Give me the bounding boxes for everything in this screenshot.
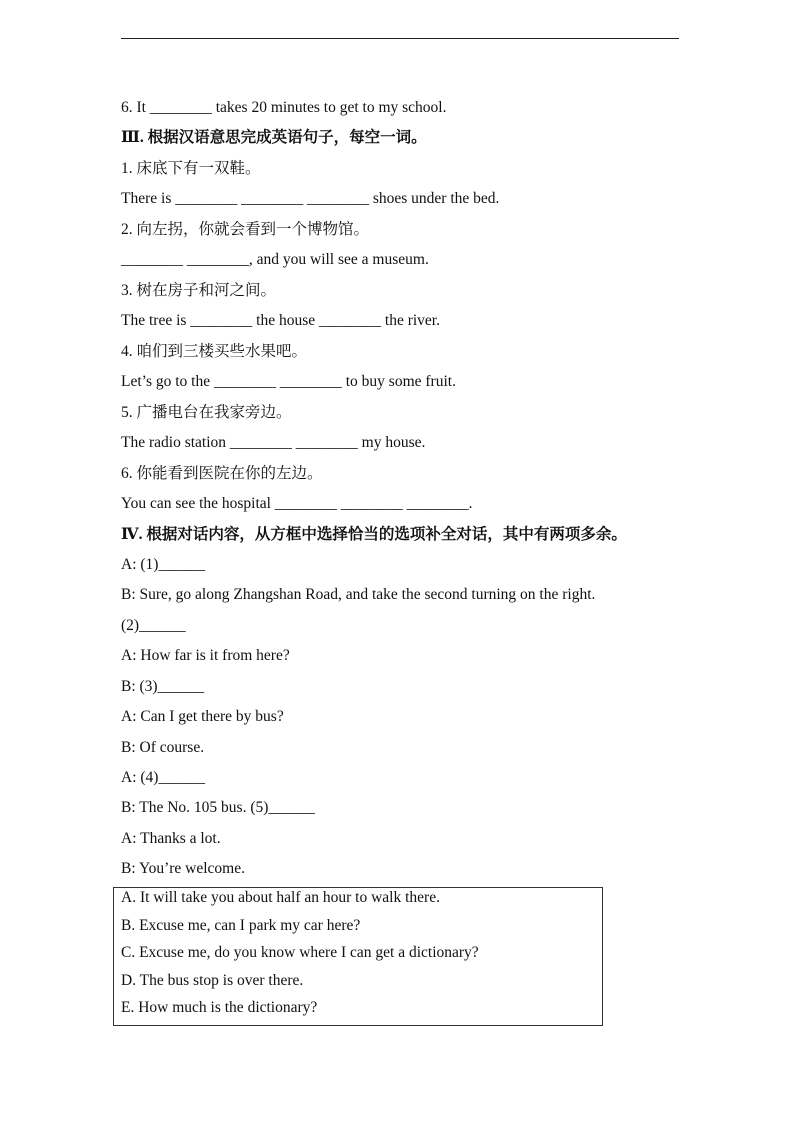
dialogue-line-6: A: Can I get there by bus?	[121, 708, 284, 725]
dialogue-line-4: A: How far is it from here?	[121, 647, 290, 664]
item-1-chinese: 1. 床底下有一双鞋。	[121, 160, 261, 177]
item-6-chinese: 6. 你能看到医院在你的左边。	[121, 465, 323, 482]
item-6-english: You can see the hospital ________ ________ ________.	[121, 495, 473, 512]
option-c: C. Excuse me, do you know where I can get a dictionary?	[121, 944, 479, 961]
item-3-chinese: 3. 树在房子和河之间。	[121, 282, 277, 299]
dialogue-line-5: B: (3)______	[121, 678, 205, 695]
dialogue-line-1: A: (1)______	[121, 556, 205, 573]
item-3-english: The tree is ________ the house ________ the river.	[121, 312, 440, 329]
option-a: A. It will take you about half an hour to walk there.	[121, 889, 440, 906]
item-2-chinese: 2. 向左拐，你就会看到一个博物馆。	[121, 221, 370, 238]
dialogue-line-7: B: Of course.	[121, 739, 205, 756]
section-4-heading: Ⅳ. 根据对话内容，从方框中选择恰当的选项补全对话，其中有两项多余。	[121, 526, 627, 543]
section-3-heading: Ⅲ. 根据汉语意思完成英语句子，每空一词。	[121, 129, 427, 146]
item-5-chinese: 5. 广播电台在我家旁边。	[121, 404, 292, 421]
header-rule	[121, 38, 679, 39]
option-d: D. The bus stop is over there.	[121, 972, 304, 989]
dialogue-line-3: (2)______	[121, 617, 186, 634]
item-4-chinese: 4. 咱们到三楼买些水果吧。	[121, 343, 308, 360]
item-1-english: There is ________ ________ ________ shoes under the bed.	[121, 190, 500, 207]
dialogue-line-11: B: You’re welcome.	[121, 860, 245, 877]
options-box	[113, 887, 603, 1026]
item-2-english: ________ ________, and you will see a museum.	[121, 251, 429, 268]
dialogue-line-10: A: Thanks a lot.	[121, 830, 221, 847]
exercise-2-item-6: 6. It ________ takes 20 minutes to get to my school.	[121, 99, 447, 116]
option-b: B. Excuse me, can I park my car here?	[121, 917, 361, 934]
dialogue-line-2: B: Sure, go along Zhangshan Road, and take the second turning on the right.	[121, 586, 596, 603]
item-4-english: Let’s go to the ________ ________ to buy some fruit.	[121, 373, 456, 390]
item-5-english: The radio station ________ ________ my house.	[121, 434, 426, 451]
option-e: E. How much is the dictionary?	[121, 999, 318, 1016]
dialogue-line-8: A: (4)______	[121, 769, 205, 786]
dialogue-line-9: B: The No. 105 bus. (5)______	[121, 799, 315, 816]
